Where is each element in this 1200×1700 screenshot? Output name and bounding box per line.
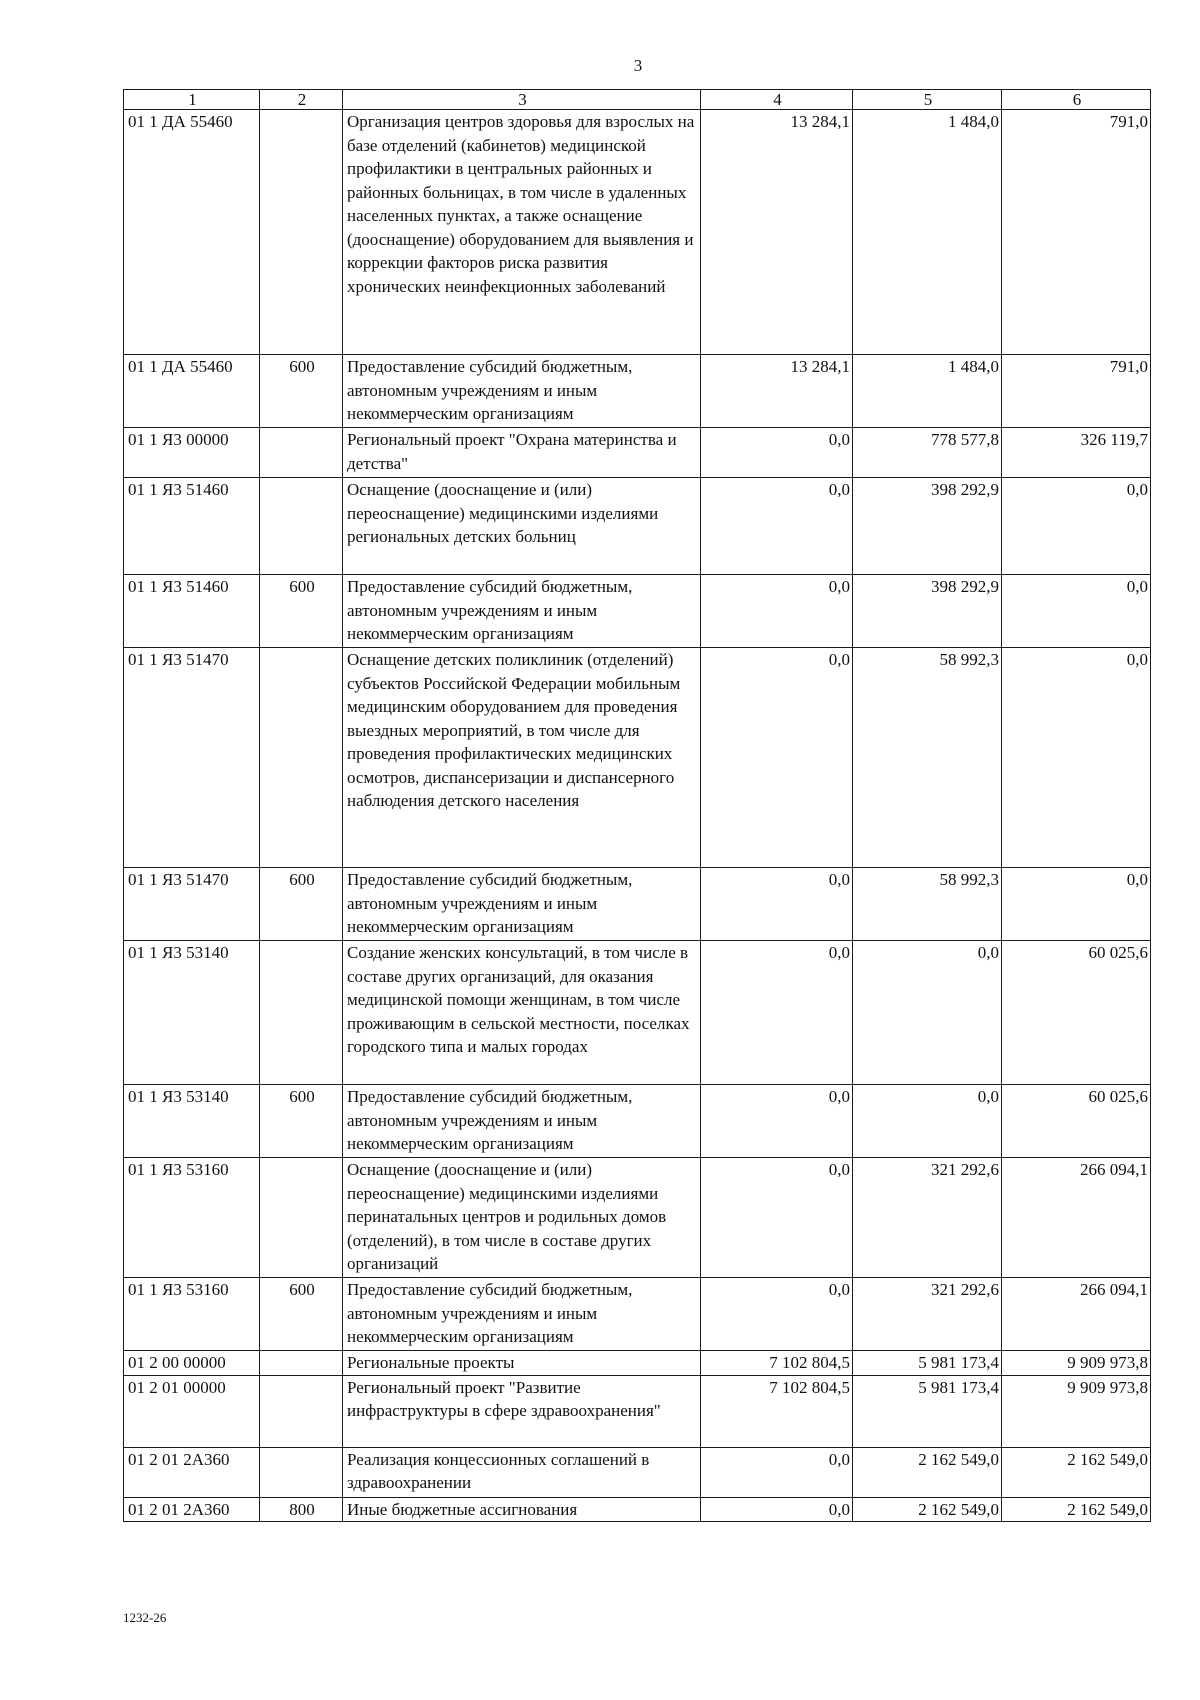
row-value-col4: 0,0 bbox=[701, 428, 853, 478]
row-value-col4: 0,0 bbox=[701, 1158, 853, 1278]
column-header: 6 bbox=[1002, 90, 1151, 110]
row-value-col5: 58 992,3 bbox=[853, 648, 1002, 868]
row-expense-kind bbox=[260, 110, 343, 355]
row-expense-kind bbox=[260, 1158, 343, 1278]
row-value-col5: 0,0 bbox=[853, 941, 1002, 1085]
row-value-col6: 0,0 bbox=[1002, 575, 1151, 648]
budget-table bbox=[123, 89, 1151, 1522]
column-header: 2 bbox=[260, 90, 343, 110]
row-value-col6: 60 025,6 bbox=[1002, 941, 1151, 1085]
table-row bbox=[124, 941, 1151, 1085]
row-value-col4: 7 102 804,5 bbox=[701, 1351, 853, 1376]
table-row bbox=[124, 1375, 1151, 1447]
row-expense-kind: 800 bbox=[260, 1497, 343, 1522]
row-value-col6: 9 909 973,8 bbox=[1002, 1375, 1151, 1447]
row-value-col5: 398 292,9 bbox=[853, 478, 1002, 575]
row-expense-kind bbox=[260, 1375, 343, 1447]
row-name: Региональный проект "Развитие инфраструктуры в сфере здравоохранения" bbox=[343, 1375, 701, 1447]
row-name: Оснащение (дооснащение и (или) переоснащение) медицинскими изделиями региональных детских больниц bbox=[343, 478, 701, 575]
row-value-col6: 791,0 bbox=[1002, 355, 1151, 428]
table-row bbox=[124, 1351, 1151, 1376]
row-value-col6: 2 162 549,0 bbox=[1002, 1447, 1151, 1497]
column-header: 4 bbox=[701, 90, 853, 110]
row-name: Предоставление субсидий бюджетным, автономным учреждениям и иным некоммерческим организациям bbox=[343, 1085, 701, 1158]
row-code: 01 2 01 2А360 bbox=[124, 1447, 260, 1497]
row-name: Организация центров здоровья для взрослых на базе отделений (кабинетов) медицинской профилактики в центральных районных и районных больницах, в том числе в удаленных населенных пунктах, а также оснащение (дооснащение) оборудованием для выявления и коррекции факторов риска развития хронических неинфекционных заболеваний bbox=[343, 110, 701, 355]
row-expense-kind bbox=[260, 1351, 343, 1376]
row-expense-kind: 600 bbox=[260, 1278, 343, 1351]
table-row bbox=[124, 355, 1151, 428]
row-value-col6: 0,0 bbox=[1002, 868, 1151, 941]
row-expense-kind bbox=[260, 1447, 343, 1497]
row-value-col6: 0,0 bbox=[1002, 478, 1151, 575]
row-value-col6: 326 119,7 bbox=[1002, 428, 1151, 478]
row-value-col4: 0,0 bbox=[701, 478, 853, 575]
table-row bbox=[124, 478, 1151, 575]
row-value-col4: 0,0 bbox=[701, 1085, 853, 1158]
table-row bbox=[124, 428, 1151, 478]
table-row bbox=[124, 1447, 1151, 1497]
row-name: Региональные проекты bbox=[343, 1351, 701, 1376]
row-value-col5: 321 292,6 bbox=[853, 1278, 1002, 1351]
row-value-col5: 778 577,8 bbox=[853, 428, 1002, 478]
row-code: 01 1 Я3 53160 bbox=[124, 1158, 260, 1278]
row-code: 01 2 01 2А360 bbox=[124, 1497, 260, 1522]
row-value-col5: 398 292,9 bbox=[853, 575, 1002, 648]
row-expense-kind: 600 bbox=[260, 575, 343, 648]
row-code: 01 1 Я3 51460 bbox=[124, 478, 260, 575]
column-header: 1 bbox=[124, 90, 260, 110]
row-code: 01 1 Я3 53160 bbox=[124, 1278, 260, 1351]
row-name: Иные бюджетные ассигнования bbox=[343, 1497, 701, 1522]
row-value-col6: 791,0 bbox=[1002, 110, 1151, 355]
table-row bbox=[124, 575, 1151, 648]
row-code: 01 1 Я3 53140 bbox=[124, 1085, 260, 1158]
row-code: 01 2 00 00000 bbox=[124, 1351, 260, 1376]
row-value-col5: 5 981 173,4 bbox=[853, 1351, 1002, 1376]
row-name: Оснащение (дооснащение и (или) переоснащение) медицинскими изделиями перинатальных центров и родильных домов (отделений), в том числе в составе других организаций bbox=[343, 1158, 701, 1278]
row-code: 01 1 Я3 53140 bbox=[124, 941, 260, 1085]
row-value-col4: 0,0 bbox=[701, 868, 853, 941]
row-expense-kind bbox=[260, 478, 343, 575]
document-code: 1232-26 bbox=[123, 1610, 167, 1625]
table-header-row bbox=[124, 90, 1151, 110]
row-value-col4: 0,0 bbox=[701, 575, 853, 648]
row-expense-kind bbox=[260, 428, 343, 478]
page-number: 3 bbox=[633, 56, 643, 75]
row-name: Предоставление субсидий бюджетным, автономным учреждениям и иным некоммерческим организациям bbox=[343, 868, 701, 941]
row-value-col5: 58 992,3 bbox=[853, 868, 1002, 941]
row-value-col5: 321 292,6 bbox=[853, 1158, 1002, 1278]
row-value-col4: 13 284,1 bbox=[701, 355, 853, 428]
row-value-col6: 60 025,6 bbox=[1002, 1085, 1151, 1158]
row-expense-kind bbox=[260, 941, 343, 1085]
row-value-col5: 2 162 549,0 bbox=[853, 1447, 1002, 1497]
table-row bbox=[124, 110, 1151, 355]
row-value-col4: 0,0 bbox=[701, 648, 853, 868]
row-name: Предоставление субсидий бюджетным, автономным учреждениям и иным некоммерческим организациям bbox=[343, 1278, 701, 1351]
row-name: Региональный проект "Охрана материнства и детства" bbox=[343, 428, 701, 478]
row-code: 01 1 ДА 55460 bbox=[124, 110, 260, 355]
row-value-col5: 0,0 bbox=[853, 1085, 1002, 1158]
row-value-col5: 2 162 549,0 bbox=[853, 1497, 1002, 1522]
row-value-col4: 13 284,1 bbox=[701, 110, 853, 355]
row-value-col6: 2 162 549,0 bbox=[1002, 1497, 1151, 1522]
table-row bbox=[124, 868, 1151, 941]
row-value-col6: 9 909 973,8 bbox=[1002, 1351, 1151, 1376]
row-expense-kind: 600 bbox=[260, 355, 343, 428]
column-header: 5 bbox=[853, 90, 1002, 110]
table-row bbox=[124, 1497, 1151, 1522]
table-row bbox=[124, 1278, 1151, 1351]
row-name: Предоставление субсидий бюджетным, автономным учреждениям и иным некоммерческим организациям bbox=[343, 355, 701, 428]
row-code: 01 1 ДА 55460 bbox=[124, 355, 260, 428]
row-value-col6: 0,0 bbox=[1002, 648, 1151, 868]
row-name: Предоставление субсидий бюджетным, автономным учреждениям и иным некоммерческим организациям bbox=[343, 575, 701, 648]
row-value-col4: 0,0 bbox=[701, 1278, 853, 1351]
row-value-col6: 266 094,1 bbox=[1002, 1158, 1151, 1278]
row-code: 01 1 Я3 51470 bbox=[124, 648, 260, 868]
row-value-col4: 0,0 bbox=[701, 1497, 853, 1522]
row-value-col6: 266 094,1 bbox=[1002, 1278, 1151, 1351]
row-value-col4: 0,0 bbox=[701, 941, 853, 1085]
row-code: 01 1 Я3 51470 bbox=[124, 868, 260, 941]
row-code: 01 1 Я3 51460 bbox=[124, 575, 260, 648]
row-code: 01 2 01 00000 bbox=[124, 1375, 260, 1447]
table-row bbox=[124, 1085, 1151, 1158]
row-value-col5: 1 484,0 bbox=[853, 110, 1002, 355]
row-value-col5: 5 981 173,4 bbox=[853, 1375, 1002, 1447]
row-value-col5: 1 484,0 bbox=[853, 355, 1002, 428]
row-code: 01 1 Я3 00000 bbox=[124, 428, 260, 478]
row-name: Оснащение детских поликлиник (отделений) субъектов Российской Федерации мобильным медицинским оборудованием для проведения выездных мероприятий, в том числе для проведения профилактических медицинских осмотров, диспансеризации и диспансерного наблюдения детского населения bbox=[343, 648, 701, 868]
row-expense-kind bbox=[260, 648, 343, 868]
table-row bbox=[124, 648, 1151, 868]
row-expense-kind: 600 bbox=[260, 868, 343, 941]
row-value-col4: 7 102 804,5 bbox=[701, 1375, 853, 1447]
table-row bbox=[124, 1158, 1151, 1278]
row-value-col4: 0,0 bbox=[701, 1447, 853, 1497]
column-header: 3 bbox=[343, 90, 701, 110]
row-name: Создание женских консультаций, в том числе в составе других организаций, для оказания медицинской помощи женщинам, в том числе проживающим в сельской местности, поселках городского типа и малых городах bbox=[343, 941, 701, 1085]
row-name: Реализация концессионных соглашений в здравоохранении bbox=[343, 1447, 701, 1497]
row-expense-kind: 600 bbox=[260, 1085, 343, 1158]
